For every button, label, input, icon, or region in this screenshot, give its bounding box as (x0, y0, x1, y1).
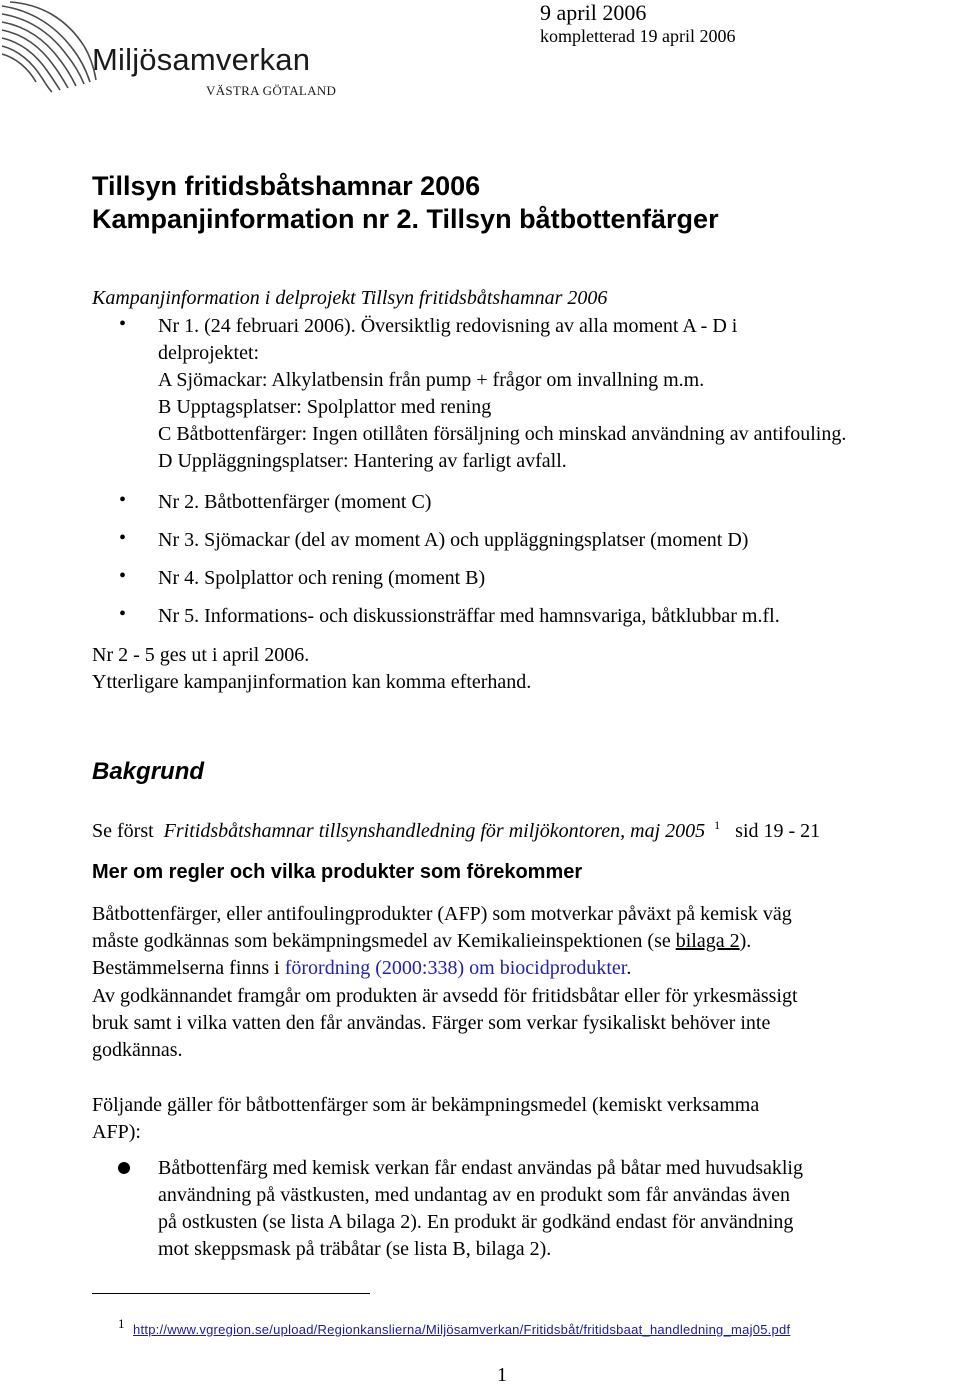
intro-heading: Kampanjinformation i delprojekt Tillsyn fritidsbåtshamnar 2006 (92, 287, 608, 309)
list-item-line: C Båtbottenfärger: Ingen otillåten försäljning och minskad användning av antifouling. (158, 423, 847, 445)
document-supplemented-date: kompletterad 19 april 2006 (540, 26, 736, 46)
paragraph-line: AFP): (92, 1121, 141, 1143)
rule-line: mot skeppsmask på träbåtar (se lista B, bilaga 2). (158, 1238, 552, 1260)
footnote-separator (92, 1293, 370, 1294)
list-item-line: A Sjömackar: Alkylatbensin från pump + frågor om invallning m.m. (158, 369, 705, 391)
logo-region: VÄSTRA GÖTALAND (206, 83, 337, 98)
bullet-icon: • (119, 603, 127, 625)
paragraph-line (92, 956, 631, 980)
reference-title: Fritidsbåtshamnar tillsynshandledning för miljökontoren, maj 2005 (163, 820, 706, 842)
list-item-line: delprojektet: (158, 342, 260, 364)
logo-wordmark: Miljösamverkan (92, 42, 311, 77)
paragraph-line: Följande gäller för båtbottenfärger som är bekämpningsmedel (kemiskt verksamma (92, 1094, 760, 1116)
bullet-dot-icon (118, 1162, 130, 1174)
paragraph-line: Båtbottenfärger, eller antifoulingprodukter (AFP) som motverkar påväxt på kemisk väg (92, 903, 792, 925)
document-title: Tillsyn fritidsbåtshamnar 2006 (92, 171, 481, 201)
footnote-url-link[interactable]: http://www.vgregion.se/upload/Regionkanslierna/Miljösamverkan/Fritidsbåt/fritidsbaat_handledning_maj05.pdf (133, 1322, 791, 1337)
paragraph-line: bruk samt i vilka vatten den får användas. Färger som verkar fysikaliskt behöver inte (92, 1012, 771, 1034)
reference-footnote-mark[interactable]: 1 (714, 818, 721, 832)
rule-line: användning på västkusten, med undantag av en produkt som får användas även (158, 1184, 791, 1206)
section-heading-bakgrund: Bakgrund (92, 758, 205, 785)
text-segment: måste godkännas som bekämpningsmedel av Kemikalieinspektionen (se (92, 930, 676, 952)
bilaga-2-link[interactable]: bilaga 2 (675, 930, 740, 952)
list-item-line: Nr 2. Båtbottenfärger (moment C) (158, 491, 432, 513)
text-segment: Bestämmelserna finns i (92, 957, 285, 979)
reference-prefix: Se först (92, 820, 154, 842)
bullet-icon: • (119, 527, 127, 549)
bullet-icon: • (119, 489, 127, 511)
list-item-line: Nr 1. (24 februari 2006). Översiktlig redovisning av alla moment A - D i (158, 315, 738, 337)
reference-line (92, 813, 820, 843)
text-segment: . (626, 957, 632, 979)
list-item-line: Nr 3. Sjömackar (del av moment A) och uppläggningsplatser (moment D) (158, 529, 749, 551)
rule-line: på ostkusten (se lista A bilaga 2). En produkt är godkänd endast för användning (158, 1211, 794, 1233)
footnote-mark: 1 (118, 1316, 125, 1331)
rule-line: Båtbottenfärg med kemisk verkan får endast användas på båtar med huvudsaklig (158, 1157, 803, 1179)
paragraph-line: Av godkännandet framgår om produkten är avsedd för fritidsbåtar eller för yrkesmässigt (92, 985, 798, 1007)
page-number: 1 (497, 1364, 507, 1386)
intro-closing-line: Ytterligare kampanjinformation kan komma efterhand. (92, 671, 532, 693)
section-subheading: Mer om regler och vilka produkter som förekommer (92, 861, 583, 883)
bullet-icon: • (119, 565, 127, 587)
intro-closing-line: Nr 2 - 5 ges ut i april 2006. (92, 644, 310, 666)
list-item-line: Nr 4. Spolplattor och rening (moment B) (158, 567, 486, 589)
bullet-icon: • (119, 313, 127, 335)
biocid-regulation-link[interactable]: förordning (2000:338) om biocidprodukter (284, 957, 627, 979)
paragraph-line (92, 929, 751, 953)
document-date: 9 april 2006 (540, 0, 647, 25)
reference-pages: sid 19 - 21 (735, 820, 821, 842)
list-item-line: B Upptagsplatser: Spolplattor med rening (158, 396, 492, 418)
paragraph-line: godkännas. (92, 1039, 183, 1061)
document-subtitle: Kampanjinformation nr 2. Tillsyn båtbottenfärger (92, 204, 719, 234)
list-item-line: Nr 5. Informations- och diskussionsträffar med hamnsvariga, båtklubbar m.fl. (158, 605, 780, 627)
text-segment: ). (739, 930, 752, 952)
list-item-line: D Uppläggningsplatser: Hantering av farligt avfall. (158, 450, 567, 472)
